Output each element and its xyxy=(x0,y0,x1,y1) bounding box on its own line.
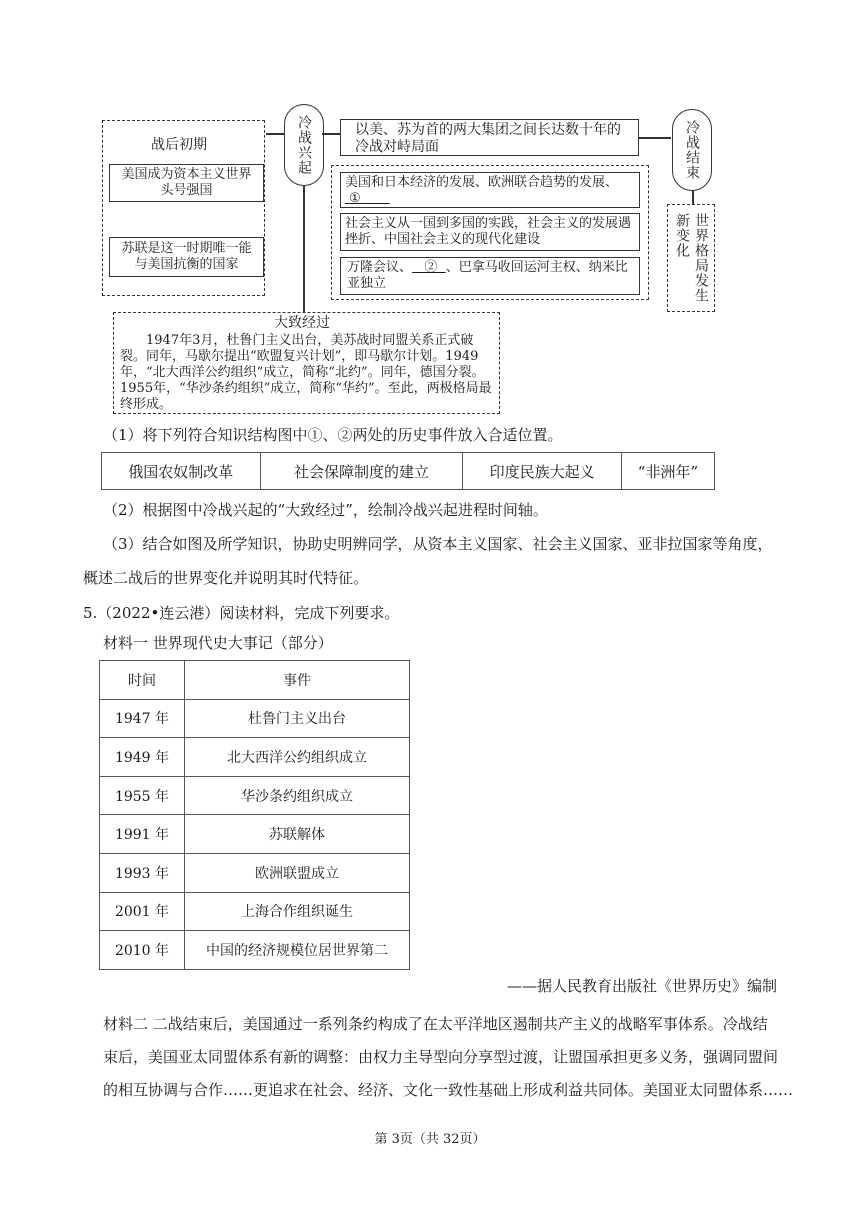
question-3-line2: 概述二战后的世界变化并说明其时代特征。 xyxy=(83,569,369,587)
material-2-line2: 束后，美国亚太同盟体系有新的调整：由权力主导型向分享型过渡，让盟国承担更多义务，强调同盟间 xyxy=(103,1048,779,1066)
option-cell: 俄国农奴制改革 xyxy=(102,453,261,490)
blank-marker-2: ② xyxy=(424,260,438,275)
capitalist-dev-box xyxy=(340,172,640,208)
question-3-line1: （3）结合如图及所学知识，协助史明辨同学，从资本主义国家、社会主义国家、亚非拉国家等角度， xyxy=(103,535,773,553)
option-cell: “非洲年” xyxy=(621,453,714,490)
connector-line xyxy=(639,137,671,139)
blank-marker-1: ① xyxy=(349,191,361,206)
connector-line xyxy=(303,186,305,312)
material-1-title: 材料一 世界现代史大事记（部分） xyxy=(103,634,333,652)
developments-box xyxy=(331,165,649,300)
world-change-box: 世界格局发生新变化 xyxy=(667,204,715,312)
material-2-line1: 材料二 二战结束后，美国通过一系列条约构成了在太平洋地区遏制共产主义的战略军事体系。冷战结 xyxy=(103,1015,768,1033)
us-power-box: 美国成为资本主义世界头号强国 xyxy=(109,164,264,202)
connector-line xyxy=(692,190,694,204)
question-5: 5.（2022•连云港）阅读材料，完成下列要求。 xyxy=(83,604,400,622)
source-note: ——据人民教育出版社《世界历史》编制 xyxy=(506,977,777,995)
ussr-power-box: 苏联是这一时期唯一能与美国抗衡的国家 xyxy=(109,237,264,277)
capitalist-dev-text: 美国和日本经济的发展、欧洲联合趋势的发展、 xyxy=(345,175,619,190)
process-title: 大致经过 xyxy=(274,315,330,331)
socialist-dev-box: 社会主义从一国到多国的实践，社会主义的发展遇挫折、中国社会主义的现代化建设 xyxy=(340,213,640,251)
cold-war-end-node: 冷战结束 xyxy=(672,109,712,191)
third-world-box: 万隆会议、 ② 、巴拿马收回运河主权、纳米比亚独立 xyxy=(340,257,640,295)
material-2-line3: 的相互协调与合作……更追求在社会、经济、文化一致性基础上形成利益共同体。美国亚太同盟体系…… xyxy=(103,1081,794,1099)
table-row: 2001 年 上海合作组织诞生 xyxy=(100,892,410,931)
events-table xyxy=(99,660,410,970)
table-row: 1955 年 华沙条约组织成立 xyxy=(100,776,410,815)
page-footer: 第 3页（共 32页） xyxy=(374,1132,486,1147)
table-row: 1991 年 苏联解体 xyxy=(100,815,410,854)
header-time: 时间 xyxy=(100,661,185,700)
process-text: 1947年3月，杜鲁门主义出台，美苏战时同盟关系正式破裂。同年，马歇尔提出“欧盟复兴计划”，即马歇尔计划。1949年，“北大西洋公约组织”成立，简称“北约”。同年，德国分裂。1955年，“华沙条约组织”成立，简称“华约”。至此，两极格局最终形成。 xyxy=(120,333,492,412)
process-box xyxy=(113,312,500,414)
connector-line xyxy=(266,133,284,135)
option-cell: 印度民族大起义 xyxy=(463,453,622,490)
postwar-title: 战后初期 xyxy=(151,137,207,153)
option-cell: 社会保障制度的建立 xyxy=(260,453,463,490)
bipolar-box: 以美、苏为首的两大集团之间长达数十年的冷战对峙局面 xyxy=(340,119,639,156)
table-header-row xyxy=(100,661,410,700)
header-event: 事件 xyxy=(185,661,410,700)
postwar-box xyxy=(102,120,265,296)
question-2: （2）根据图中冷战兴起的“大致经过”，绘制冷战兴起进程时间轴。 xyxy=(103,501,548,519)
options-table xyxy=(101,452,715,490)
cold-war-start-node: 冷战兴起 xyxy=(284,104,324,186)
table-row: 1949 年 北大西洋公约组织成立 xyxy=(100,738,410,777)
question-1: （1）将下列符合知识结构图中①、②两处的历史事件放入合适位置。 xyxy=(103,426,563,444)
table-row: 1993 年 欧洲联盟成立 xyxy=(100,853,410,892)
table-row: 1947 年 杜鲁门主义出台 xyxy=(100,699,410,738)
connector-line xyxy=(322,133,340,135)
table-row: 2010 年 中国的经济规模位居世界第二 xyxy=(100,931,410,970)
